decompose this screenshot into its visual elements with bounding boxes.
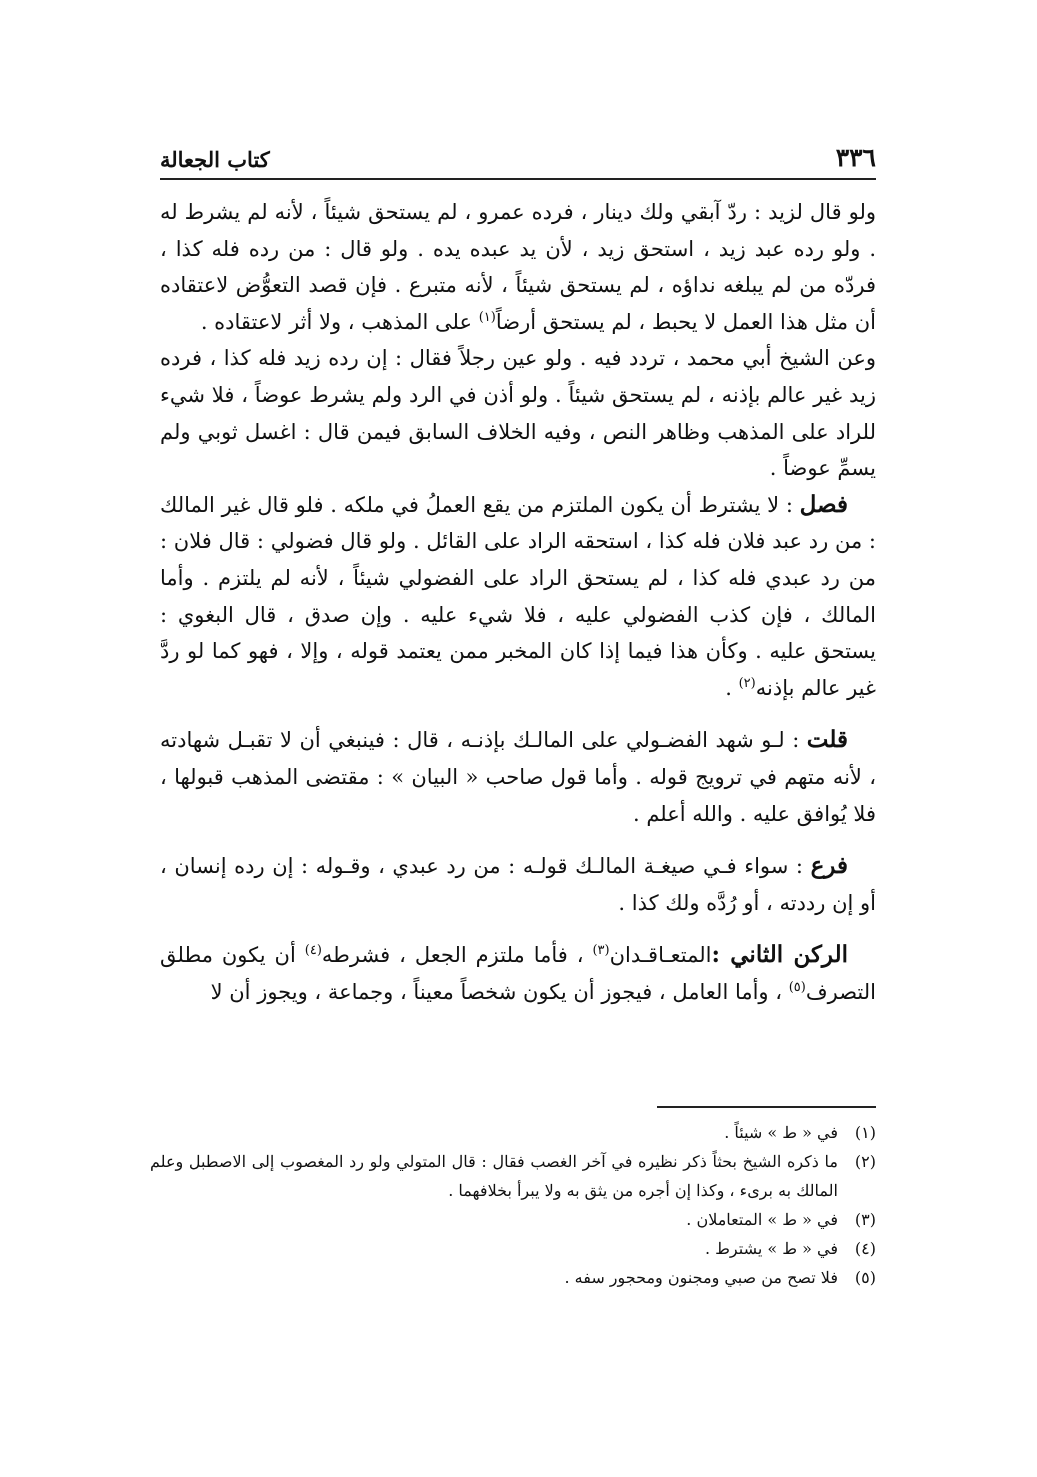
section-heading-far: فرع <box>810 852 848 880</box>
footnotes <box>150 1118 876 1292</box>
footnote-number: (٣) <box>854 1210 876 1229</box>
section-rukn: الركن الثاني :المتعـاقـدان$^{(٣)}$ ، فأما ملتزم الجعل ، فشرطه$^{(٤)}$ أن يكون مطلق التصرف$^{(٥)}$ ، وأما العامل ، فيجوز أن يكون شخصاً معيناً ، وجماعة ، ويجوز أن لا <box>160 941 876 1004</box>
footnote-item <box>150 1263 876 1292</box>
footnote-ref-2: (٢) <box>738 675 756 691</box>
footnote-number: (٥) <box>854 1268 876 1287</box>
footnote-ref-1: (١) <box>478 309 496 325</box>
footnote-text: فلا تصح من صبي ومجنون ومحجور سفه . <box>564 1268 838 1287</box>
footnote-ref-4: (٤) <box>304 943 322 959</box>
footnote-ref-5: (٥) <box>788 979 806 995</box>
main-text <box>160 194 876 1010</box>
paragraph-1: ولو قال لزيد : ردّ آبقي ولك دينار ، فرده عمرو ، لم يستحق شيئاً ، لأنه لم يشرط له . ولو رده عبد زيد ، استحق زيد ، لأن يد عبده يده . ولو قال : من رده فله كذا ، فردّه من لم يبلغه نداؤه ، لم يستحق شيئاً ، لأنه متبرع . فإن قصد التعوُّض لاعتقاده أن مثل هذا العمل لا يحبط ، لم يستحق أرضاً$^{(١)}$ على المذهب ، ولا أثر لاعتقاده . <box>160 200 876 334</box>
page-header <box>160 128 876 172</box>
footnote-item <box>150 1147 876 1205</box>
footnote-item <box>150 1118 876 1147</box>
footnote-number: (٢) <box>854 1152 876 1171</box>
footnote-number: (٤) <box>854 1239 876 1258</box>
running-title: كتاب الجعالة <box>160 147 270 172</box>
footnote-text: في « ط » المتعاملان . <box>686 1210 838 1229</box>
section-fasl: فصل : لا يشترط أن يكون الملتزم من يقع العملُ في ملكه . فلو قال غير المالك : من رد عبد فلان فله كذا ، استحقه الراد على القائل . ولو قال فضولي : قال فلان : من رد عبدي فله كذا ، لم يستحق الراد على الفضولي شيئاً ، لأنه لم يلتزم . وأما المالك ، فإن كذب الفضولي عليه ، فلا شيء عليه . وإن صدق ، قال البغوي : يستحق عليه . وكأن هذا فيما إذا كان المخبر ممن يعتمد قوله ، وإلا ، فهو كما لو ردَّ غير عالم بإذنه$^{(٢)}$ . <box>160 490 876 700</box>
footnote-text: في « ط » يشترط . <box>704 1239 838 1258</box>
header-divider <box>160 178 876 180</box>
footnote-text: في « ط » شيئاً . <box>724 1123 838 1142</box>
section-qult: قلت : لـو شهد الفضـولي على المالـك بإذنـه ، قال : فينبغي أن لا تقبـل شهادته ، لأنه متهم في ترويج قوله . وأما قول صاحب « البيان » : مقتضى المذهب قبولها ، فلا يُوافق عليه . والله أعلم . <box>160 726 876 826</box>
paragraph-2: وعن الشيخ أبي محمد ، تردد فيه . ولو عين رجلاً فقال : إن رده زيد فله كذا ، فرده زيد غير عالم بإذنه ، لم يستحق شيئاً . ولو أذن في الرد ولم يشرط عوضاً ، فلا شيء للراد على المذهب وظاهر النص ، وفيه الخلاف السابق فيمن قال : اغسل ثوبي ولم يسمِّ عوضاً . <box>160 346 876 481</box>
section-heading-rukn: الركن الثاني : <box>711 941 848 969</box>
footnote-ref-3: (٣) <box>592 943 610 959</box>
footnote-item <box>150 1234 876 1263</box>
section-heading-qult: قلت <box>806 726 848 754</box>
footnote-item <box>150 1205 876 1234</box>
page-number: ٣٣٦ <box>835 143 876 172</box>
footnote-text: ما ذكره الشيخ بحثاً ذكر نظيره في آخر الغصب فقال : قال المتولي ولو رد المغصوب إلى الاصطبل وعلم المالك به برىء ، وكذا إن أجره من يثق به ولا يبرأ بخلافهما . <box>150 1152 838 1200</box>
section-far: فرع : سواء فـي صيغـة المالـك قولـه : من رد عبدي ، وقـوله : إن رده إنسان ، أو إن رددته ، أو رُدَّه ولك كذا . <box>160 852 876 915</box>
section-heading-fasl: فصل <box>799 490 848 518</box>
footnote-divider <box>657 1106 876 1108</box>
footnote-number: (١) <box>854 1123 876 1142</box>
